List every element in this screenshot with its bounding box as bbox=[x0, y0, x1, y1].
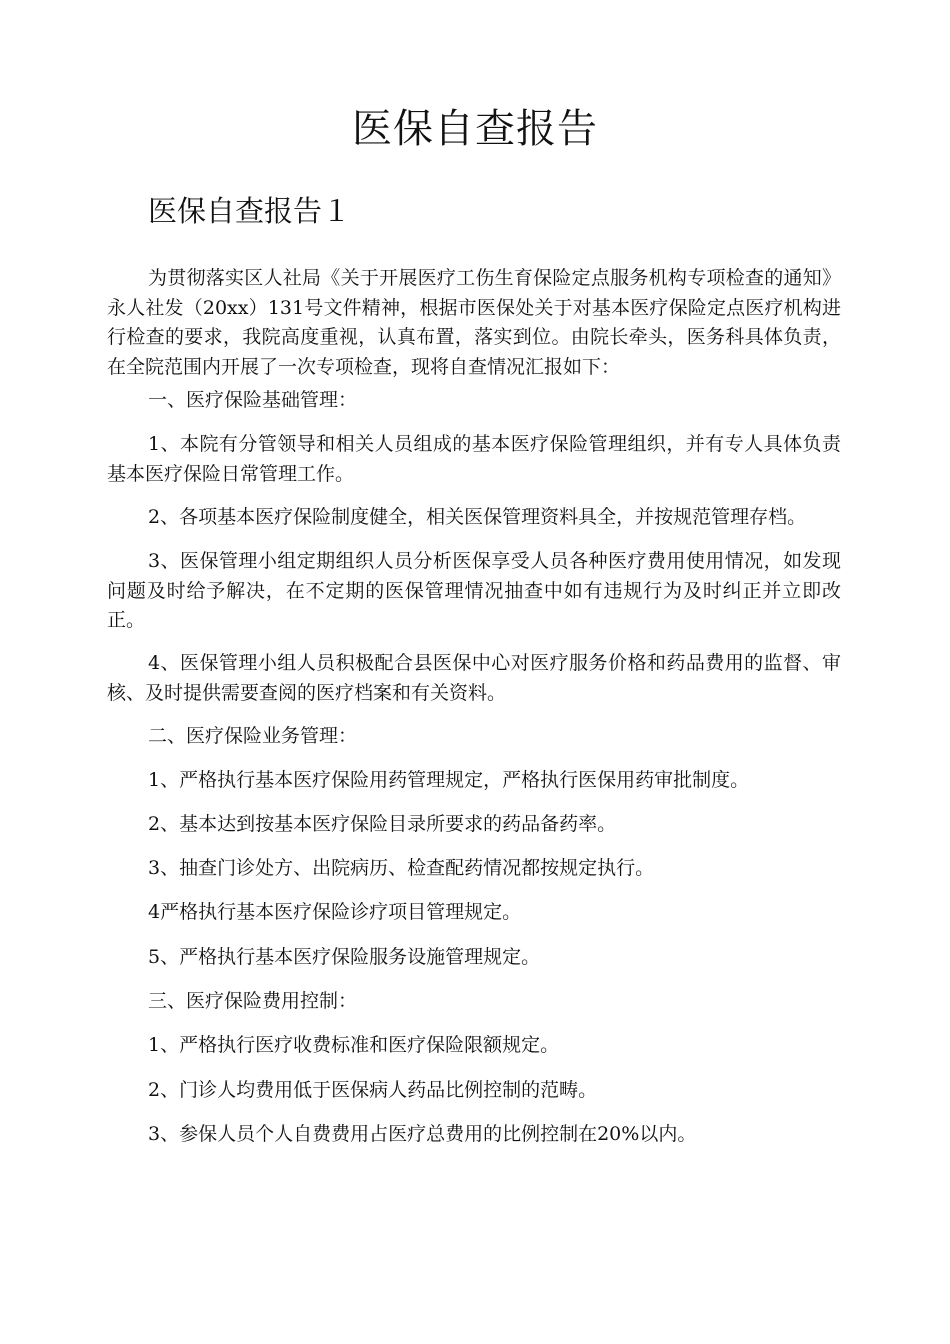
paragraph-cost-3: 3、参保人员个人自费费用占医疗总费用的比例控制在20%以内。 bbox=[148, 1123, 697, 1145]
paragraph-cost-2: 2、门诊人均费用低于医保病人药品比例控制的范畴。 bbox=[148, 1079, 598, 1101]
paragraph-business-4: 4严格执行基本医疗保险诊疗项目管理规定。 bbox=[148, 901, 522, 923]
paragraph-basic-4: 4、医保管理小组人员积极配合县医保中心对医疗服务价格和药品费用的监督、审核、及时提供需要查阅的医疗档案和有关资料。 bbox=[107, 652, 841, 704]
paragraph-business-5: 5、严格执行基本医疗保险服务设施管理规定。 bbox=[148, 946, 541, 968]
paragraph-basic-3: 3、医保管理小组定期组织人员分析医保享受人员各种医疗费用使用情况，如发现问题及时给予解决，在不定期的医保管理情况抽查中如有违规行为及时纠正并立即改正。 bbox=[107, 550, 841, 631]
paragraph-basic-2: 2、各项基本医疗保险制度健全，相关医保管理资料具全，并按规范管理存档。 bbox=[148, 506, 807, 528]
subheading-basic-management: 一、医疗保险基础管理： bbox=[148, 389, 358, 411]
paragraph-business-1: 1、严格执行基本医疗保险用药管理规定，严格执行医保用药审批制度。 bbox=[148, 769, 750, 791]
intro-paragraph: 为贯彻落实区人社局《关于开展医疗工伤生育保险定点服务机构专项检查的通知》永人社发（20xx）131号文件精神，根据市医保处关于对基本医疗保险定点医疗机构进行检查的要求，我院高度重视，认真布置，落实到位。由院长牵头，医务科具体负责，在全院范围内开展了一次专项检查，现将自查情况汇报如下： bbox=[107, 267, 841, 378]
document-title: 医保自查报告 bbox=[352, 106, 598, 152]
paragraph-business-3: 3、抽查门诊处方、出院病历、检查配药情况都按规定执行。 bbox=[148, 857, 655, 879]
section-heading: 医保自查报告１ bbox=[148, 194, 352, 228]
subheading-cost-control: 三、医疗保险费用控制： bbox=[148, 990, 358, 1012]
paragraph-cost-1: 1、严格执行医疗收费标准和医疗保险限额规定。 bbox=[148, 1034, 560, 1056]
subheading-business-management: 二、医疗保险业务管理： bbox=[148, 725, 358, 747]
paragraph-basic-1: 1、本院有分管领导和相关人员组成的基本医疗保险管理组织，并有专人具体负责基本医疗保险日常管理工作。 bbox=[107, 433, 841, 485]
paragraph-business-2: 2、基本达到按基本医疗保险目录所要求的药品备药率。 bbox=[148, 813, 617, 835]
